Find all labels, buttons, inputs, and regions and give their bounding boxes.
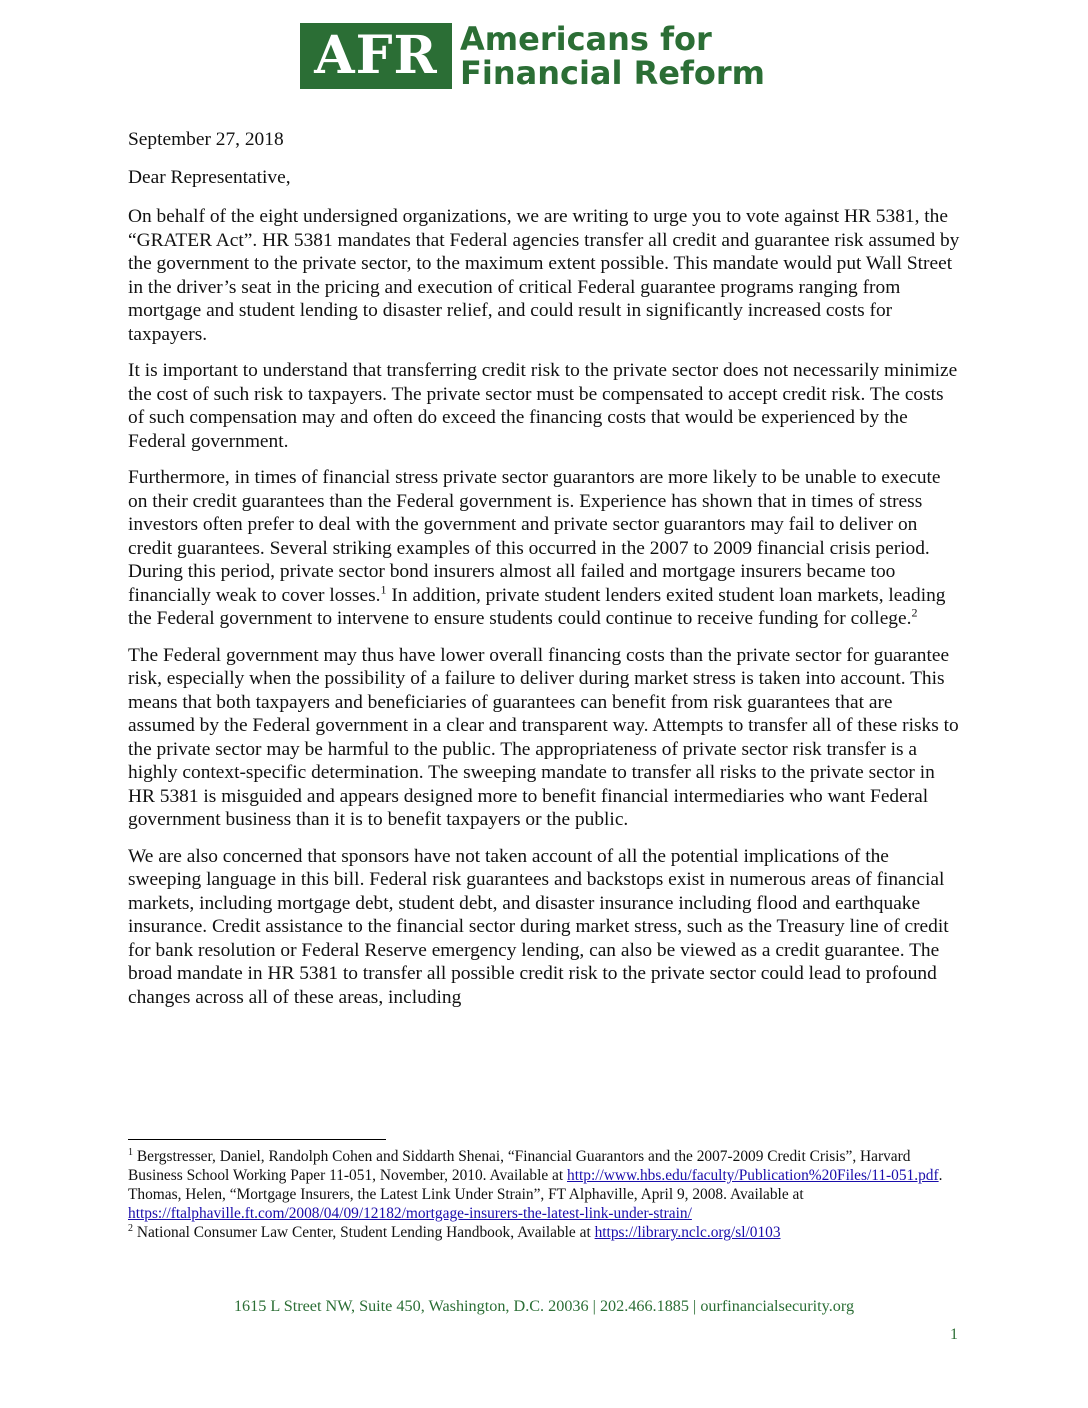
paragraph-3 — [128, 466, 964, 631]
footnote-2 — [128, 1223, 964, 1242]
letter-date: September 27, 2018 — [128, 129, 284, 150]
footnote-2-link-nclc[interactable]: https://library.nclc.org/sl/0103 — [594, 1224, 781, 1241]
footnote-ref-1[interactable]: 1 — [380, 582, 387, 597]
paragraph-2: It is important to understand that transferring credit risk to the private sector does not necessarily minimize the cost of such risk to taxpayers. The private sector must be compensated to accept credit risk. The costs of such compensation may and often do exceed the financing costs that would be experienced by the Federal government. — [128, 360, 958, 452]
footnote-2-number: 2 — [128, 1222, 133, 1234]
paragraph-3-part-b: In addition, private student lenders exited student loan markets, leading the Federal government to intervene to ensure students could continue to receive funding for college. — [128, 584, 946, 629]
footnote-1-number: 1 — [128, 1146, 133, 1158]
afr-logo — [300, 22, 765, 90]
footnote-1-link-hbs[interactable]: http://www.hbs.edu/faculty/Publication%20Files/11-051.pdf — [567, 1167, 939, 1184]
footnote-1 — [128, 1147, 964, 1223]
paragraph-5: We are also concerned that sponsors have not taken account of all the potential implications of the sweeping language in this bill. Federal risk guarantees and backstops exist in numerous areas of financial markets, including mortgage debt, student debt, and disaster insurance including flood and earthquake insurance. Credit assistance to the financial sector during market stress, such as the Treasury line of credit for bank resolution or Federal Reserve emergency lending, can also be viewed as a credit guarantee. The broad mandate in HR 5381 to transfer all possible credit risk to the private sector could lead to profound changes across all of these areas, including — [128, 845, 949, 1008]
page-number: 1 — [950, 1326, 958, 1343]
footnote-ref-2[interactable]: 2 — [911, 605, 918, 620]
footnote-1-text-a: Bergstresser, Daniel, Randolph Cohen and Siddarth Shenai, “Financial Guarantors and the 2007-2009 Credit Crisis”, Harvard Business School Working Paper 11-051, November, 2010. Available at — [128, 1148, 911, 1184]
footnote-divider — [128, 1139, 386, 1140]
paragraph-3-part-a: Furthermore, in times of financial stress private sector guarantors are more likely to be unable to execute on their credit guarantees than the Federal government is. Experience has shown that in times of stress investors often prefer to deal with the government and private sector guarantors may fail to deliver on credit guarantees. Several striking examples of this occurred in the 2007 to 2009 financial crisis period. During this period, private sector bond insurers almost all failed and mortgage insurers became too financially weak to cover losses. — [128, 467, 941, 606]
logo-line-1: Americans for — [460, 20, 712, 58]
footnote-1-link-ft[interactable]: https://ftalphaville.ft.com/2008/04/09/12182/mortgage-insurers-the-latest-link-under-strain/ — [128, 1205, 692, 1222]
footer-address: 1615 L Street NW, Suite 450, Washington, D.C. 20036 | 202.466.1885 | ourfinancialsecurity.org — [233, 1297, 855, 1315]
letter-body — [128, 128, 964, 1022]
salutation: Dear Representative, — [128, 166, 291, 188]
logo-wordmark — [460, 22, 765, 90]
footnote-1-text-b: . Thomas, Helen, “Mortgage Insurers, the Latest Link Under Strain”, FT Alphaville, April 9, 2008. Available at — [128, 1167, 943, 1203]
paragraph-4: The Federal government may thus have lower overall financing costs than the private sector for guarantee risk, especially when the possibility of a failure to deliver during market stress is taken into account. This means that both taxpayers and beneficiaries of guarantees can benefit from risk guarantees that are assumed by the Federal government in a clear and transparent way. Attempts to transfer all of these risks to the private sector may be harmful to the public. The appropriateness of private sector risk transfer is a highly context-specific determination. The sweeping mandate to transfer all risks to the private sector in HR 5381 is misguided and appears designed more to benefit financial intermediaries who want Federal government business than it is to benefit taxpayers or the public. — [128, 644, 959, 830]
logo-abbreviation: AFR — [300, 23, 452, 89]
paragraph-1: On behalf of the eight undersigned organizations, we are writing to urge you to vote against HR 5381, the “GRATER Act”. HR 5381 mandates that Federal agencies transfer all credit and guarantee risk assumed by the government to the private sector, to the maximum extent possible. This mandate would put Wall Street in the driver’s seat in the pricing and execution of critical Federal guarantee programs ranging from mortgage and student lending to disaster relief, and could result in significantly increased costs for taxpayers. — [128, 206, 960, 345]
footnotes — [128, 1147, 964, 1242]
logo-line-2: Financial Reform — [460, 54, 765, 92]
footnote-2-text: National Consumer Law Center, Student Lending Handbook, Available at — [133, 1224, 595, 1241]
